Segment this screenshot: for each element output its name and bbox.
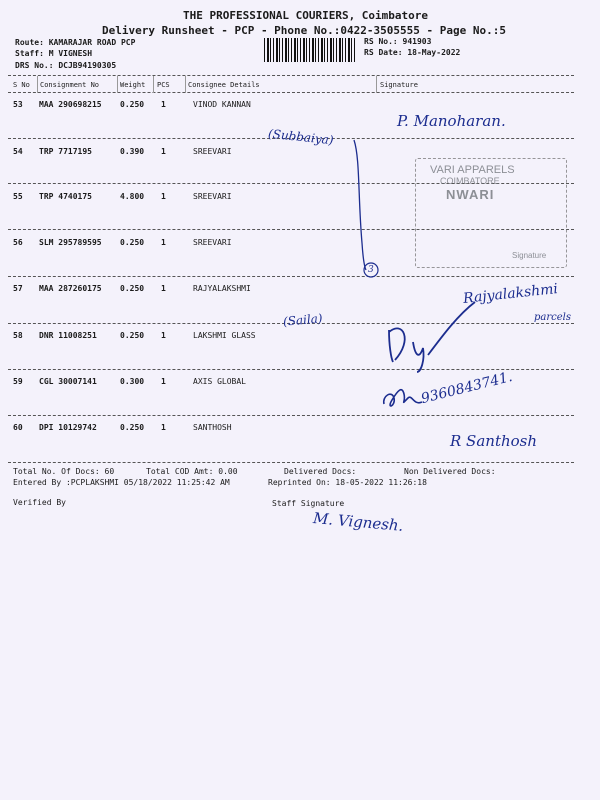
row-consignment: MAA 287260175	[39, 284, 102, 293]
row-pcs: 1	[161, 238, 166, 247]
route-label: Route: KAMARAJAR ROAD PCP	[15, 38, 136, 47]
col-consignment-header: Consignment No	[40, 81, 100, 89]
row-weight: 0.250	[120, 423, 145, 432]
row-sno: 55	[13, 192, 23, 201]
col-sep	[117, 76, 118, 93]
col-sep	[185, 76, 186, 93]
reprinted-on: Reprinted On: 18-05-2022 11:26:18	[268, 478, 427, 487]
col-sep	[376, 76, 377, 93]
row-rule	[8, 369, 574, 370]
row-pcs: 1	[161, 331, 166, 340]
circled-count: 3	[368, 265, 374, 275]
row-consignee: RAJYALAKSHMI	[193, 284, 251, 293]
stamp-line: Signature	[512, 251, 547, 260]
row-consignment: CGL 30007141	[39, 377, 97, 386]
col-sep	[37, 76, 38, 93]
entered-by: Entered By :PCPLAKSHMI 05/18/2022 11:25:42 AM	[13, 478, 230, 487]
row-sno: 56	[13, 238, 23, 247]
row-pcs: 1	[161, 423, 166, 432]
stamp-line: VARI APPARELS	[430, 164, 515, 176]
row-weight: 0.250	[120, 284, 145, 293]
col-signature-header: Signature	[380, 81, 418, 89]
barcode-image	[264, 38, 356, 62]
staff-signature: M. Vignesh.	[312, 509, 405, 535]
row-sno: 58	[13, 331, 23, 340]
signature-lakshmi-glass	[383, 300, 483, 375]
drs-label: DRS No.: DCJB94190305	[15, 61, 117, 70]
col-sno-header: S No	[13, 81, 30, 89]
company-title: THE PROFESSIONAL COURIERS, Coimbatore	[183, 9, 429, 22]
row-consignee: LAKSHMI GLASS	[193, 331, 256, 340]
col-sep	[153, 76, 154, 93]
runsheet-subtitle: Delivery Runsheet - PCP - Phone No.:0422-3505555 - Page No.:5	[102, 24, 506, 37]
col-weight-header: Weight	[120, 81, 146, 89]
signature-manoharan: P. Manoharan.	[397, 112, 506, 130]
row-consignment: TRP 7717195	[39, 147, 92, 156]
row-sno: 57	[13, 284, 23, 293]
signature-saila: (Saila)	[282, 311, 324, 329]
row-sno: 53	[13, 100, 23, 109]
row-rule	[8, 276, 574, 277]
row-consignee: VINOD KANNAN	[193, 100, 251, 109]
rs-date-label: RS Date: 18-May-2022	[364, 48, 461, 57]
row-weight: 0.250	[120, 238, 145, 247]
table-bottom-rule	[8, 462, 574, 463]
signature-parcels: parcels	[534, 312, 571, 323]
staff-label: Staff: M VIGNESH	[15, 49, 93, 58]
total-cod: Total COD Amt: 0.00	[146, 467, 238, 476]
row-pcs: 1	[161, 377, 166, 386]
row-consignment: MAA 290698215	[39, 100, 102, 109]
row-weight: 0.250	[120, 331, 145, 340]
row-rule	[8, 415, 574, 416]
row-consignee: AXIS GLOBAL	[193, 377, 246, 386]
row-consignment: SLM 295789595	[39, 238, 102, 247]
signature-subbaiya: (Subbaiya)	[267, 126, 335, 148]
row-consignment: DNR 11008251	[39, 331, 97, 340]
row-pcs: 1	[161, 100, 166, 109]
row-consignee: SANTHOSH	[193, 423, 232, 432]
non-delivered-docs: Non Delivered Docs:	[404, 467, 496, 476]
row-pcs: 1	[161, 284, 166, 293]
delivered-docs: Delivered Docs:	[284, 467, 357, 476]
row-weight: 0.250	[120, 100, 145, 109]
signature-phone-number: 9360843741.	[419, 368, 515, 408]
stamp-line: COIMBATORE	[440, 176, 500, 186]
col-consignee-header: Consignee Details	[188, 81, 260, 89]
signature-santhosh: R Santhosh	[450, 432, 538, 450]
row-consignment: DPI 10129742	[39, 423, 97, 432]
col-pcs-header: PCS	[157, 81, 170, 89]
row-weight: 0.390	[120, 147, 145, 156]
row-sno: 59	[13, 377, 23, 386]
table-top-rule	[8, 75, 574, 76]
row-weight: 4.800	[120, 192, 145, 201]
row-consignee: SREEVARI	[193, 147, 232, 156]
staff-signature-label: Staff Signature	[272, 499, 345, 508]
row-weight: 0.300	[120, 377, 145, 386]
signature-rajyalakshmi: Rajyalakshmi	[462, 281, 559, 307]
total-docs: Total No. Of Docs: 60	[13, 467, 115, 476]
verified-by: Verified By	[13, 498, 66, 507]
stamp-line: NWARI	[446, 187, 495, 202]
row-sno: 54	[13, 147, 23, 156]
row-consignee: SREEVARI	[193, 238, 232, 247]
row-consignment: TRP 4740175	[39, 192, 92, 201]
rs-no-label: RS No.: 941903	[364, 37, 432, 46]
row-consignee: SREEVARI	[193, 192, 232, 201]
table-header-rule	[8, 92, 574, 93]
company-stamp	[415, 158, 567, 268]
delivery-bracket-line	[340, 138, 380, 283]
row-sno: 60	[13, 423, 23, 432]
row-pcs: 1	[161, 147, 166, 156]
row-pcs: 1	[161, 192, 166, 201]
